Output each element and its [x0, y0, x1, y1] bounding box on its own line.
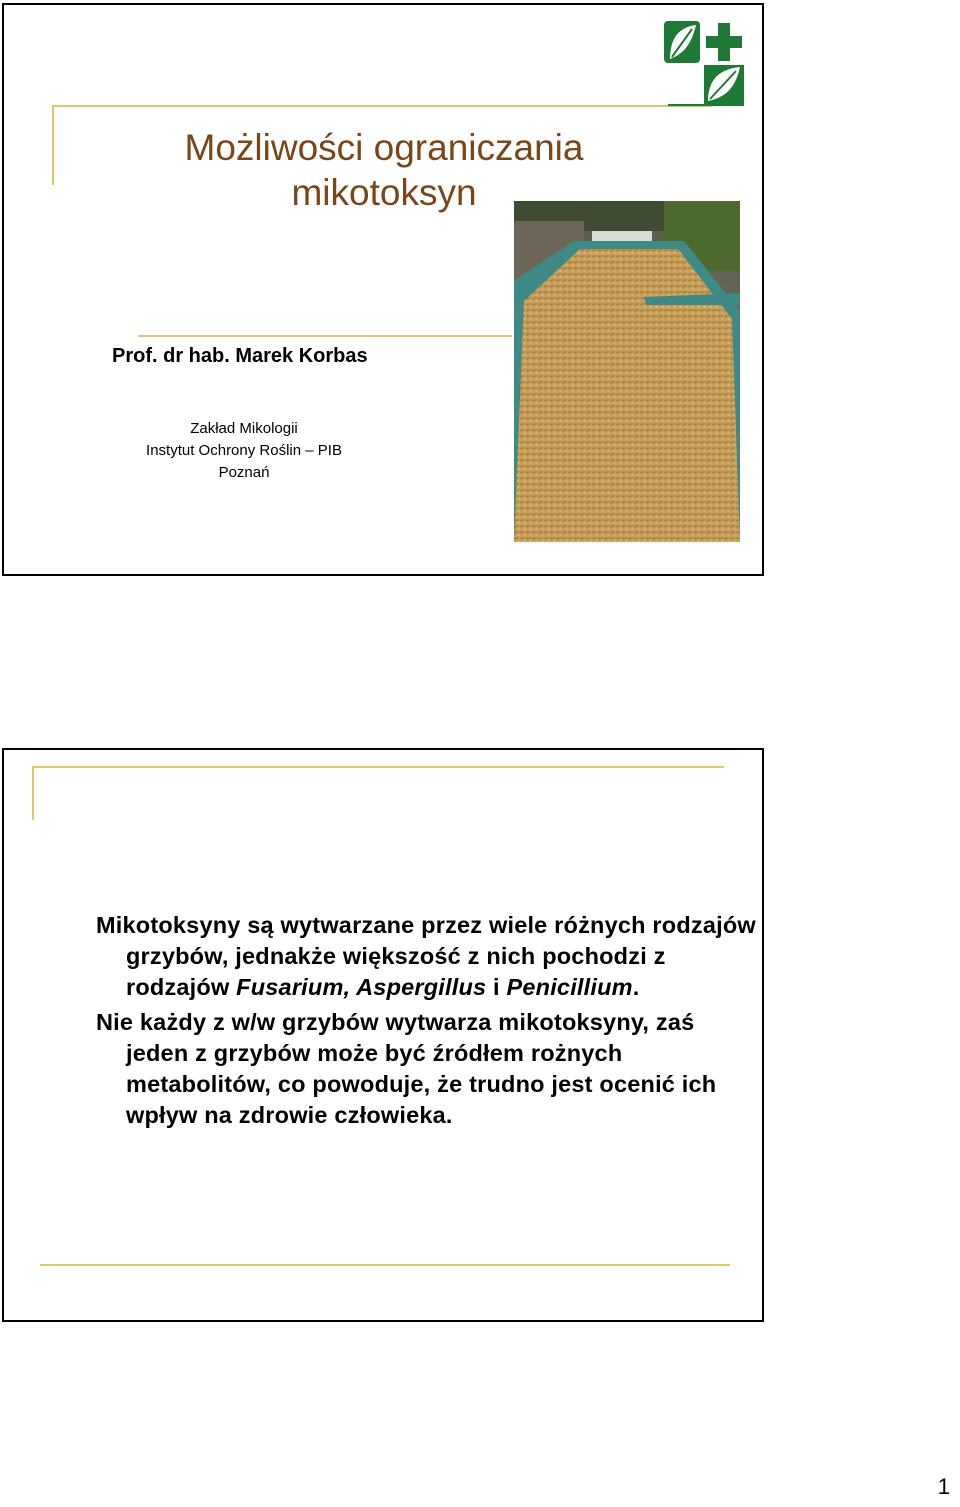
paragraph-2: Nie każdy z w/w grzybów wytwarza mikotoksyny, zaś jeden z grzybów może być źródłem rożnych metabolitów, co powoduje, że trudno jest ocenić ich wpływ na zdrowie człowieka. [96, 1009, 717, 1128]
slide-body-text [96, 910, 756, 1135]
institute-logo-icon [662, 19, 748, 107]
grain-trailer-photo [514, 201, 740, 542]
author-name: Prof. dr hab. Marek Korbas [112, 345, 368, 367]
author-rule [138, 335, 512, 337]
title-left-rule [52, 105, 54, 185]
slide-1 [2, 3, 764, 576]
affiliation: Zakład Mikologii Instytut Ochrony Roślin – PIB Poznań [146, 420, 342, 481]
slide-title: Możliwości ograniczania mikotoksyn [184, 127, 584, 213]
left-rule [32, 766, 34, 820]
top-rule [32, 766, 724, 768]
paragraph-1: Mikotoksyny są wytwarzane przez wiele różnych rodzajów grzybów, jednakże większość z nich pochodzi z rodzajów Fusarium, Aspergillus i Penicillium. [96, 912, 756, 1000]
slide-2 [2, 748, 764, 1322]
title-top-rule [52, 105, 712, 107]
bottom-rule [40, 1264, 730, 1266]
page-number: 1 [937, 1474, 950, 1499]
